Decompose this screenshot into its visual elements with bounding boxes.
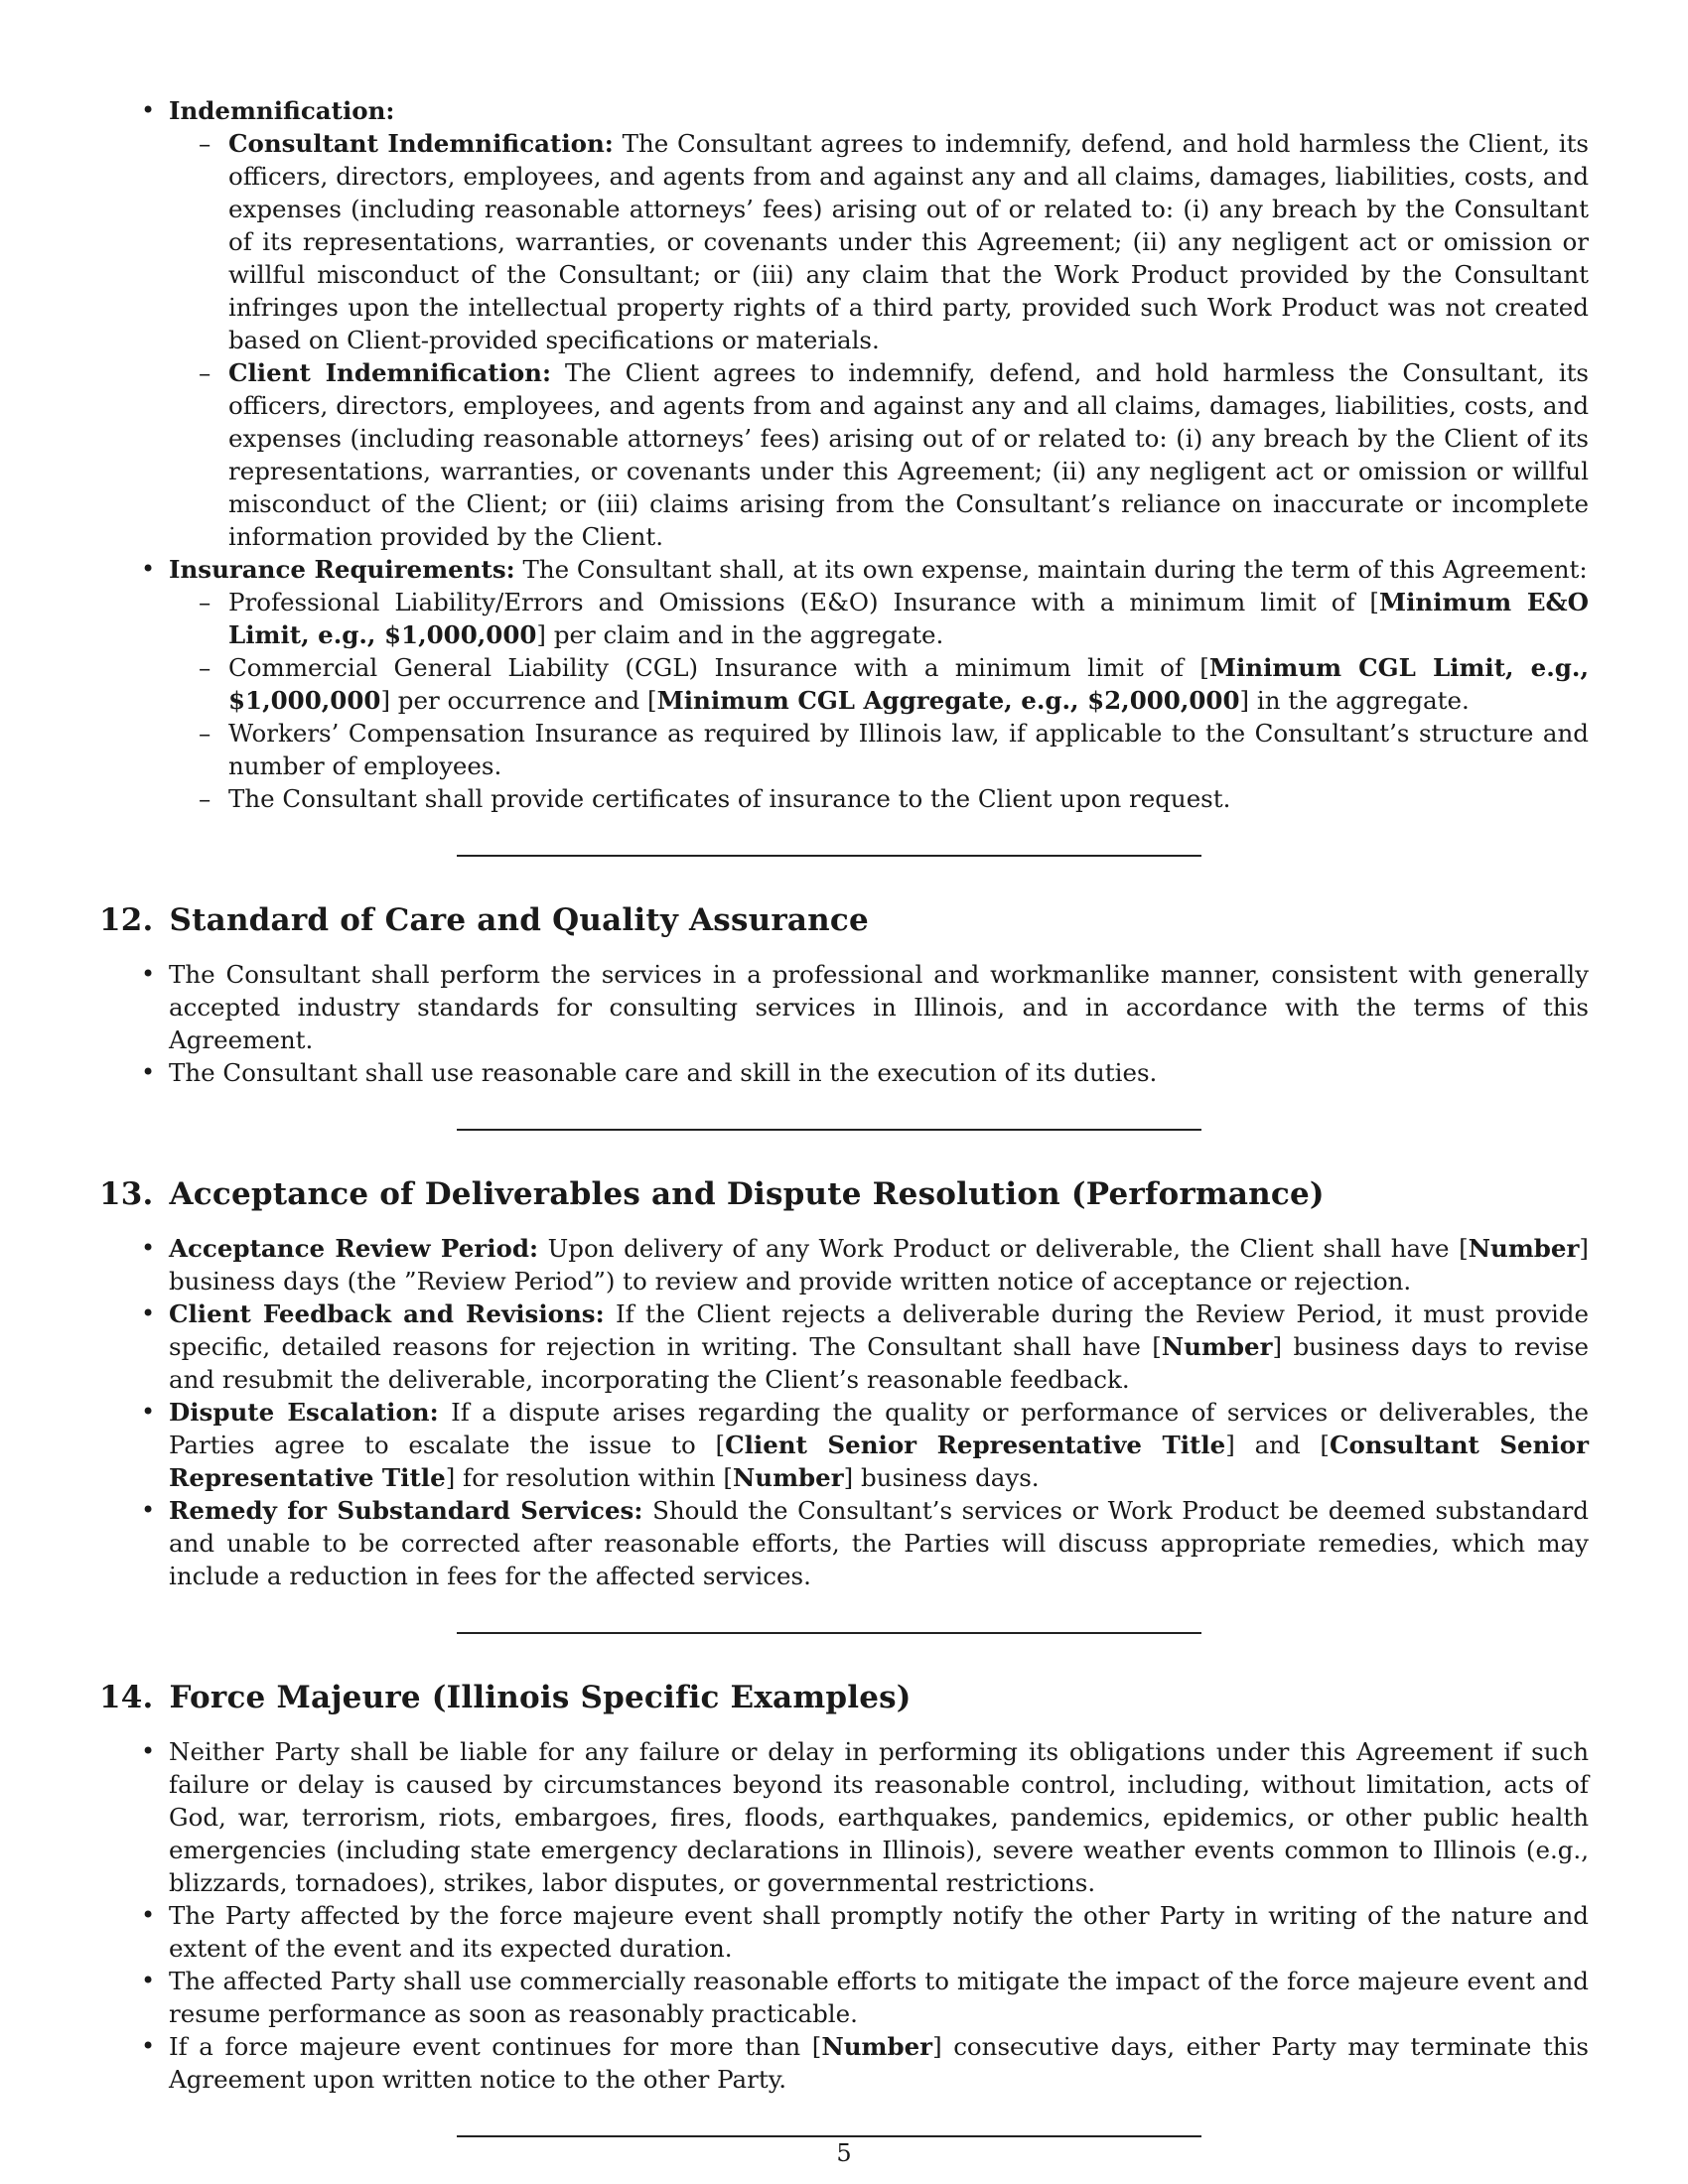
- feedback-label: Client Feedback and Revisions:: [169, 1299, 605, 1328]
- eo-text-after: ] per claim and in the aggregate.: [536, 620, 944, 649]
- consultant-indemnification-item: [228, 127, 1589, 356]
- insurance-intro: The Consultant shall, at its own expense, maintain during the term of this Agreement:: [522, 555, 1588, 584]
- section-divider: [457, 1129, 1201, 1131]
- review-period-item: [169, 1232, 1589, 1297]
- list-item: • The affected Party shall use commercially reasonable efforts to mitigate the impact of the force majeure event and resume performance as soon as reasonably practicable.: [169, 1965, 1589, 2030]
- section13-heading: [99, 1174, 1589, 1214]
- list-item: • The Consultant shall use reasonable care and skill in the execution of its duties.: [169, 1056, 1589, 1089]
- section13-list: [99, 1232, 1589, 1592]
- feedback-text-after: ] business days to revise and resubmit the deliverable, incorporating the Client’s reasonable feedback.: [169, 1332, 1590, 1394]
- feedback-text-before: If the Client rejects a deliverable during the Review Period, it must provide specific, detailed reasons for rejection in writing. The Consultant shall have [: [169, 1299, 1589, 1361]
- escalation-text-mid1: ] and [: [1225, 1431, 1330, 1459]
- review-text-before: Upon delivery of any Work Product or deliverable, the Client shall have [: [547, 1234, 1469, 1263]
- workers-comp-item: – Workers’ Compensation Insurance as required by Illinois law, if applicable to the Consultant’s structure and number of employees.: [228, 717, 1589, 782]
- cgl-text-mid: ] per occurrence and [: [380, 686, 657, 715]
- remedy-label: Remedy for Substandard Services:: [169, 1496, 643, 1525]
- section12-list: [99, 958, 1589, 1089]
- list-item: • The Party affected by the force majeure event shall promptly notify the other Party in writing of the nature and extent of the event and its expected duration.: [169, 1899, 1589, 1965]
- consultant-indemnification-text: The Consultant agrees to indemnify, defend, and hold harmless the Client, its officers, directors, employees, and agents from and against any and all claims, damages, liabilities, costs, and expenses (including reasonable attorneys’ fees) arising out of or related to: (i) any breach by the Consultant of its representations, warranties, or covenants under this Agreement; (ii) any negligent act or omission or willful misconduct of the Consultant; or (iii) any claim that the Work Product provided by the Consultant infringes upon the intellectual property rights of a third party, provided such Work Product was not created based on Client-provided specifications or materials.: [228, 129, 1589, 354]
- consultant-rep-placeholder: Consultant Senior Representative Title: [169, 1431, 1590, 1492]
- section-divider: [457, 855, 1201, 857]
- section14-number: 14.: [99, 1680, 154, 1715]
- section13-number: 13.: [99, 1176, 154, 1212]
- cgl-text-before: Commercial General Liability (CGL) Insurance with a minimum limit of [: [228, 653, 1209, 682]
- client-rep-placeholder: Client Senior Representative Title: [725, 1431, 1226, 1459]
- escalation-label: Dispute Escalation:: [169, 1398, 439, 1427]
- feedback-item: [169, 1297, 1589, 1396]
- termination-number-placeholder: Number: [821, 2032, 933, 2061]
- escalation-number-placeholder: Number: [732, 1463, 844, 1492]
- escalation-item: [169, 1396, 1589, 1494]
- escalation-text-mid2: ] for resolution within [: [445, 1463, 733, 1492]
- eo-limit-placeholder: Minimum E&O Limit, e.g., $1,000,000: [228, 588, 1590, 649]
- eo-text-before: Professional Liability/Errors and Omissions (E&O) Insurance with a minimum limit of [: [228, 588, 1379, 616]
- insurance-item: [169, 553, 1589, 815]
- section12-heading: [99, 900, 1589, 940]
- review-number-placeholder: Number: [1468, 1234, 1580, 1263]
- page-number: 5: [836, 2139, 852, 2167]
- eo-insurance-item: [228, 586, 1589, 651]
- client-indemnification-text: The Client agrees to indemnify, defend, and hold harmless the Consultant, its officers, directors, employees, and agents from and against any and all claims, damages, liabilities, costs, and expenses (including reasonable attorneys’ fees) arising out of or related to: (i) any breach by the Client of its representations, warranties, or covenants under this Agreement; (ii) any negligent act or omission or willful misconduct of the Client; or (iii) claims arising from the Consultant’s reliance on inaccurate or incomplete information provided by the Client.: [228, 358, 1589, 551]
- client-indemnification-label: Client Indemnification:: [228, 358, 552, 387]
- cgl-aggregate-placeholder: Minimum CGL Aggregate, e.g., $2,000,000: [656, 686, 1240, 715]
- insurance-label: Insurance Requirements:: [169, 555, 515, 584]
- termination-text-after: ] consecutive days, either Party may terminate this Agreement upon written notice to the other Party.: [169, 2032, 1589, 2094]
- review-text-after: ] business days (the ”Review Period”) to review and provide written notice of acceptance or rejection.: [169, 1234, 1589, 1296]
- page-content: [99, 94, 1589, 2181]
- cgl-insurance-item: [228, 651, 1589, 717]
- insurance-sublist: [169, 586, 1589, 815]
- indemnification-item: [169, 94, 1589, 553]
- escalation-text-before: If a dispute arises regarding the quality or performance of services or deliverables, the Parties agree to escalate the issue to [: [169, 1398, 1589, 1459]
- certificates-item: – The Consultant shall provide certificates of insurance to the Client upon request.: [228, 782, 1589, 815]
- section-divider: [457, 1632, 1201, 1634]
- cgl-limit-placeholder: Minimum CGL Limit, e.g., $1,000,000: [228, 653, 1589, 715]
- indemnification-label: Indemnification:: [169, 96, 395, 125]
- termination-text-before: If a force majeure event continues for more than [: [169, 2032, 822, 2061]
- section11-continued-list: [99, 94, 1589, 815]
- indemnification-sublist: [169, 127, 1589, 553]
- remedy-item: [169, 1494, 1589, 1592]
- section14-title: Force Majeure (Illinois Specific Examples): [169, 1680, 912, 1715]
- section12-title: Standard of Care and Quality Assurance: [169, 902, 869, 938]
- feedback-number-placeholder: Number: [1161, 1332, 1273, 1361]
- review-period-label: Acceptance Review Period:: [169, 1234, 539, 1263]
- consultant-indemnification-label: Consultant Indemnification:: [228, 129, 614, 158]
- section14-list: [99, 1735, 1589, 2096]
- section-divider: [457, 2135, 1201, 2137]
- list-item: • Neither Party shall be liable for any failure or delay in performing its obligations under this Agreement if such failure or delay is caused by circumstances beyond its reasonable control, including, without limitation, acts of God, war, terrorism, riots, embargoes, fires, floods, earthquakes, pandemics, epidemics, or other public health emergencies (including state emergency declarations in Illinois), severe weather events common to Illinois (e.g., blizzards, tornadoes), strikes, labor disputes, or governmental restrictions.: [169, 1735, 1589, 1899]
- section12-number: 12.: [99, 902, 154, 938]
- remedy-text: Should the Consultant’s services or Work Product be deemed substandard and unable to be corrected after reasonable efforts, the Parties will discuss appropriate remedies, which may include a reduction in fees for the affected services.: [169, 1496, 1589, 1590]
- list-item: • The Consultant shall perform the services in a professional and workmanlike manner, consistent with generally accepted industry standards for consulting services in Illinois, and in accordance with the terms of this Agreement.: [169, 958, 1589, 1056]
- cgl-text-after: ] in the aggregate.: [1239, 686, 1470, 715]
- section13-title: Acceptance of Deliverables and Dispute Resolution (Performance): [169, 1176, 1325, 1212]
- client-indemnification-item: [228, 356, 1589, 553]
- escalation-text-after: ] business days.: [843, 1463, 1040, 1492]
- termination-item: [169, 2030, 1589, 2096]
- section14-heading: [99, 1678, 1589, 1717]
